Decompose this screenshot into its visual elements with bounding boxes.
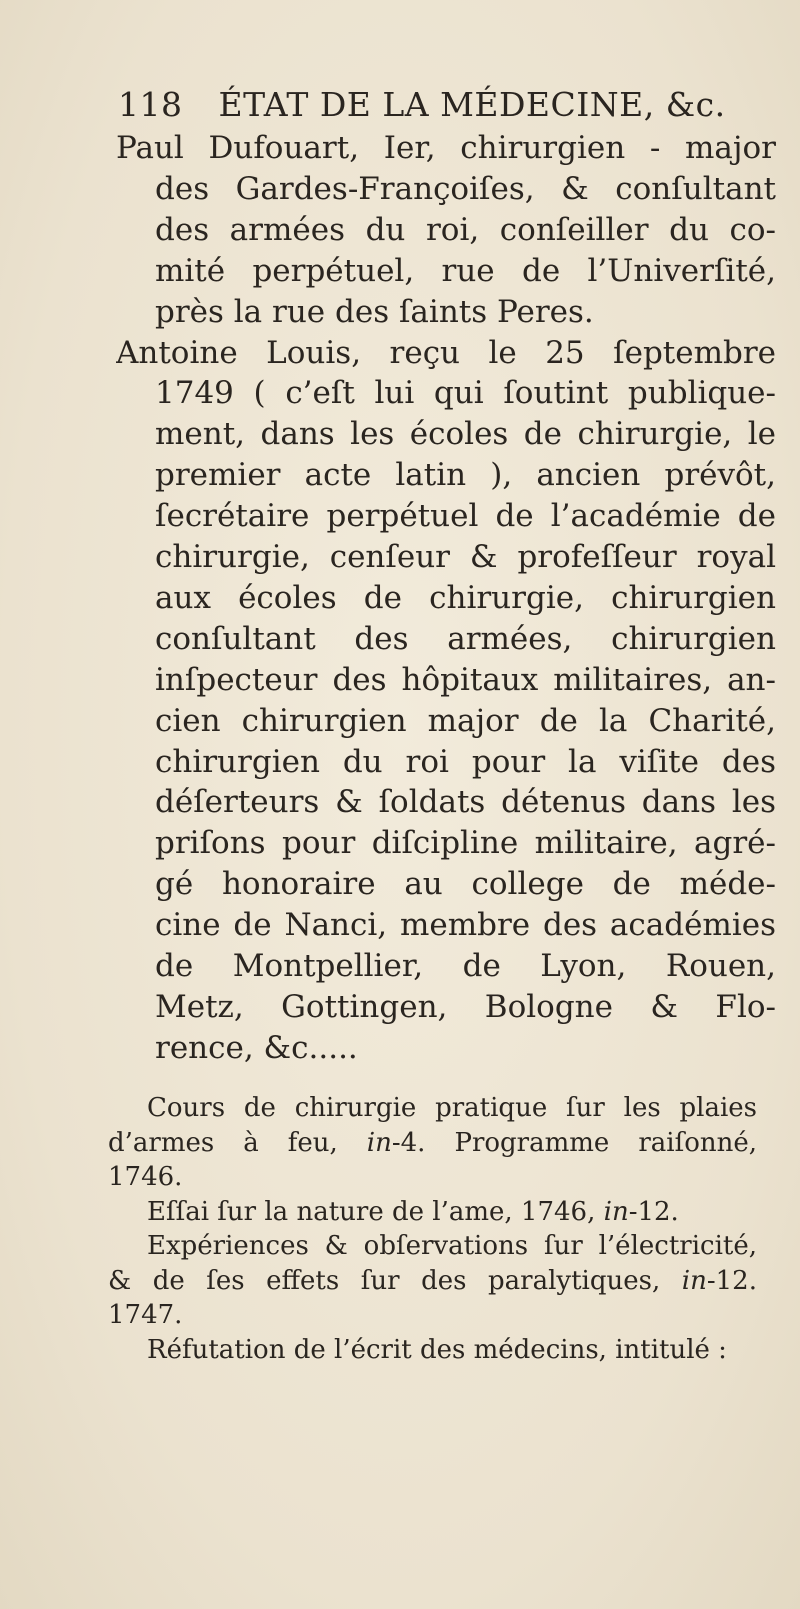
- entry-line: Paul Dufouart, Ier, chirurgien - major: [116, 130, 776, 166]
- entry-line: priſons pour diſcipline militaire, agré-: [155, 825, 776, 862]
- bibliography-line: Eſſai ſur la nature de l’ame, 1746, in-12.: [147, 1196, 679, 1227]
- entry-line: Metz, Gottingen, Bologne & Flo-: [155, 988, 776, 1025]
- running-header: [118, 80, 758, 130]
- entry-line: ment, dans les écoles de chirurgie, le: [155, 416, 776, 453]
- page-number: 118: [118, 85, 183, 124]
- bibliography-line: d’armes à feu, in-4. Programme raiſonné,: [108, 1127, 757, 1158]
- entry-line: aux écoles de chirurgie, chirurgien: [155, 579, 776, 616]
- entry-line: conſultant des armées, chirurgien: [155, 620, 776, 657]
- entry-line: Antoine Louis, reçu le 25 ſeptembre: [116, 334, 776, 371]
- entry-line: gé honoraire au college de méde-: [155, 866, 776, 903]
- entry-line: déſerteurs & ſoldats détenus dans les: [155, 784, 776, 821]
- entry-line: ſecrétaire perpétuel de l’académie de: [155, 498, 776, 535]
- entry-line: des armées du roi, conſeiller du co-: [155, 211, 776, 248]
- entry-line: cien chirurgien major de la Charité,: [155, 702, 776, 739]
- entry-line: rence, &c.....: [155, 1029, 358, 1066]
- bibliography-line: 1746.: [108, 1162, 183, 1192]
- entry-line: inſpecteur des hôpitaux militaires, an-: [155, 661, 776, 698]
- bibliography-line: Réfutation de l’écrit des médecins, intitulé :: [147, 1334, 727, 1365]
- bibliography-line: Cours de chirurgie pratique ſur les plaies: [147, 1093, 757, 1123]
- entry-line: mité perpétuel, rue de l’Univerſité,: [155, 252, 776, 289]
- entry-line: 1749 ( c’eſt lui qui ſoutint publique-: [155, 375, 776, 412]
- entry-line: premier acte latin ), ancien prévôt,: [155, 457, 776, 494]
- bibliography-line: Expériences & obſervations ſur l’électricité,: [147, 1231, 757, 1261]
- entry-line: des Gardes-Françoiſes, & conſultant: [155, 170, 776, 207]
- bibliography-line: 1747.: [108, 1300, 183, 1330]
- running-title: ÉTAT DE LA MÉDECINE, &c.: [218, 85, 726, 124]
- format-italic: in: [681, 1265, 707, 1296]
- format-italic: in: [603, 1196, 629, 1227]
- entry-line: chirurgien du roi pour la viſite des: [155, 743, 776, 780]
- entry-line: chirurgie, cenſeur & profeſſeur royal: [155, 539, 776, 575]
- entry-line: près la rue des ſaints Peres.: [155, 293, 594, 330]
- bibliography-line: & de ſes effets ſur des paralytiques, in-12.: [108, 1265, 757, 1296]
- entry-line: de Montpellier, de Lyon, Rouen,: [155, 948, 776, 984]
- format-italic: in: [366, 1127, 392, 1158]
- entry-line: cine de Nanci, membre des académies: [155, 907, 776, 944]
